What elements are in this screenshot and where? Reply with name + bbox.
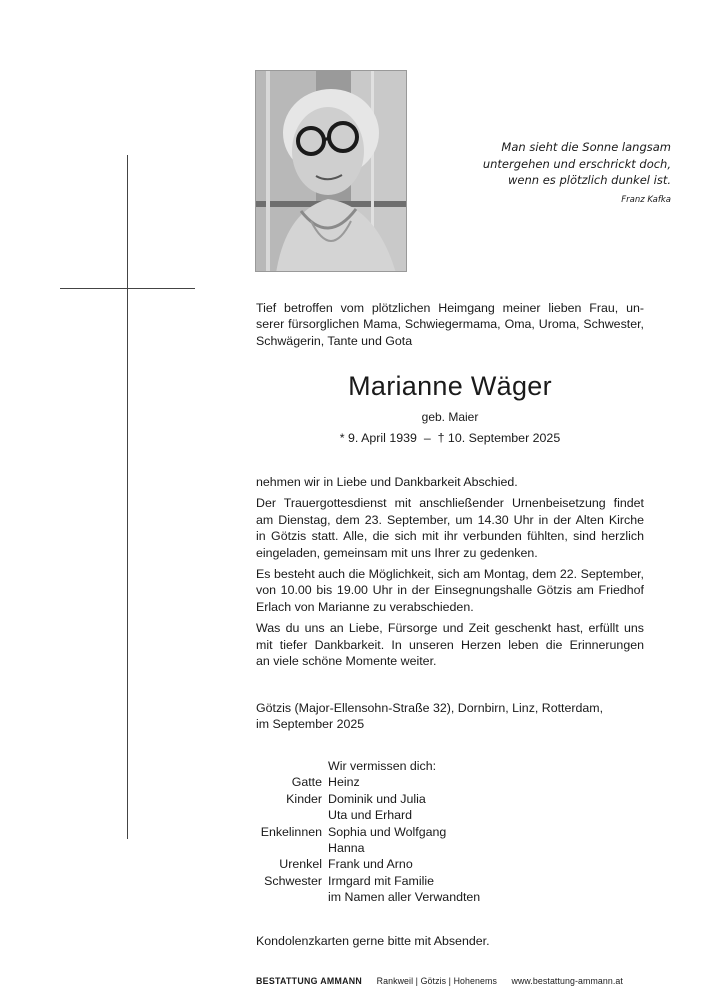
service-line: eingeladen, gemeinsam mit uns Ihrer zu gedenken. [256,545,538,560]
place-line: Götzis (Major-Ellensohn-Straße 32), Dornbirn, Linz, Rotterdam, [256,701,604,715]
portrait-image [256,71,407,272]
family-row [222,889,622,905]
family-relation: Enkelinnen [260,824,322,839]
service-line: Der Trauergottesdienst mit anschließender Urnenbeisetzung findet [256,496,644,511]
family-row [222,824,622,840]
family-relation: Kinder [286,791,322,806]
viewing-line: von 10.00 bis 19.00 Uhr in der Einsegnungshalle Götzis am Friedhof [256,583,644,598]
family-relation: Urenkel [279,857,322,872]
portrait-photo [255,70,407,272]
family-heading: Wir vermissen dich: [328,759,437,773]
family-row [222,856,622,872]
place-and-date [256,700,644,733]
quote-author: Franz Kafka [621,194,671,205]
intro-line: Schwägerin, Tante und Gota [256,333,413,348]
family-row [222,840,622,856]
cross-vertical-bar [127,155,128,839]
family-row [222,774,622,790]
family-names: Hanna [328,841,365,856]
family-relation [222,889,328,905]
viewing-line: Erlach von Marianne zu verabschieden. [256,599,474,614]
deceased-name: Marianne Wäger [348,371,552,401]
family-row [222,873,622,889]
footer-brand: BESTATTUNG AMMANN [256,976,363,986]
family-relation [222,840,328,856]
footer-locations: Rankweil | Götzis | Hohenems [376,976,497,986]
family-names: Irmgard mit Familie [328,873,435,888]
thanks-line: mit tiefer Dankbarkeit. In unseren Herzen leben die Erinnerungen [256,637,644,652]
family-row [222,807,622,823]
service-line: in Götzis statt. Alle, die sich mit ihr verbunden fühlten, sind herzlich [256,529,644,544]
family-names: Dominik und Julia [328,791,426,806]
footer-website[interactable]: www.bestattung-ammann.at [511,976,623,986]
intro-paragraph [256,300,644,349]
farewell-line: nehmen wir in Liebe und Dankbarkeit Abschied. [256,475,518,489]
family-row [222,791,622,807]
family-relation [222,758,328,774]
family-names: Frank und Arno [328,857,413,872]
life-dates: * 9. April 1939 – † 10. September 2025 [339,431,561,445]
family-relation: Schwester [264,873,322,888]
family-names: Heinz [328,775,360,790]
family-names: im Namen aller Verwandten [328,890,481,905]
family-list [222,758,622,906]
thanks-paragraph [256,620,644,669]
quote-line: untergehen und erschrickt doch, [482,156,671,171]
farewell-paragraph [256,474,644,490]
family-relation: Gatte [291,775,322,790]
birth-name: geb. Maier [421,410,479,424]
quote-line: Man sieht die Sonne langsam [501,140,671,154]
viewing-paragraph [256,566,644,615]
viewing-line: Es besteht auch die Möglichkeit, sich am Montag, dem 22. September, [256,567,644,582]
closing-note: Kondolenzkarten gerne bitte mit Absender. [256,934,490,948]
intro-line: serer fürsorglichen Mama, Schwiegermama, Oma, Uroma, Schwester, [256,317,644,332]
family-names: Uta und Erhard [328,808,413,823]
service-paragraph [256,495,644,561]
footer [256,976,656,986]
service-line: am Dienstag, dem 23. September, um 14.30 Uhr in der Alten Kirche [256,512,644,527]
intro-line: Tief betroffen vom plötzlichen Heimgang meiner lieben Frau, un- [256,301,644,315]
family-heading-row [222,758,622,774]
thanks-line: an viele schöne Momente weiter. [256,654,437,669]
announcement-body [256,474,644,674]
family-relation [222,807,328,823]
thanks-line: Was du uns an Liebe, Fürsorge und Zeit geschenkt hast, erfüllt uns [256,621,644,636]
quote-line: wenn es plötzlich dunkel ist. [508,173,671,187]
cross-horizontal-bar [60,288,195,289]
family-names: Sophia und Wolfgang [328,824,447,839]
place-line: im September 2025 [256,717,365,732]
kafka-quote [411,139,671,208]
